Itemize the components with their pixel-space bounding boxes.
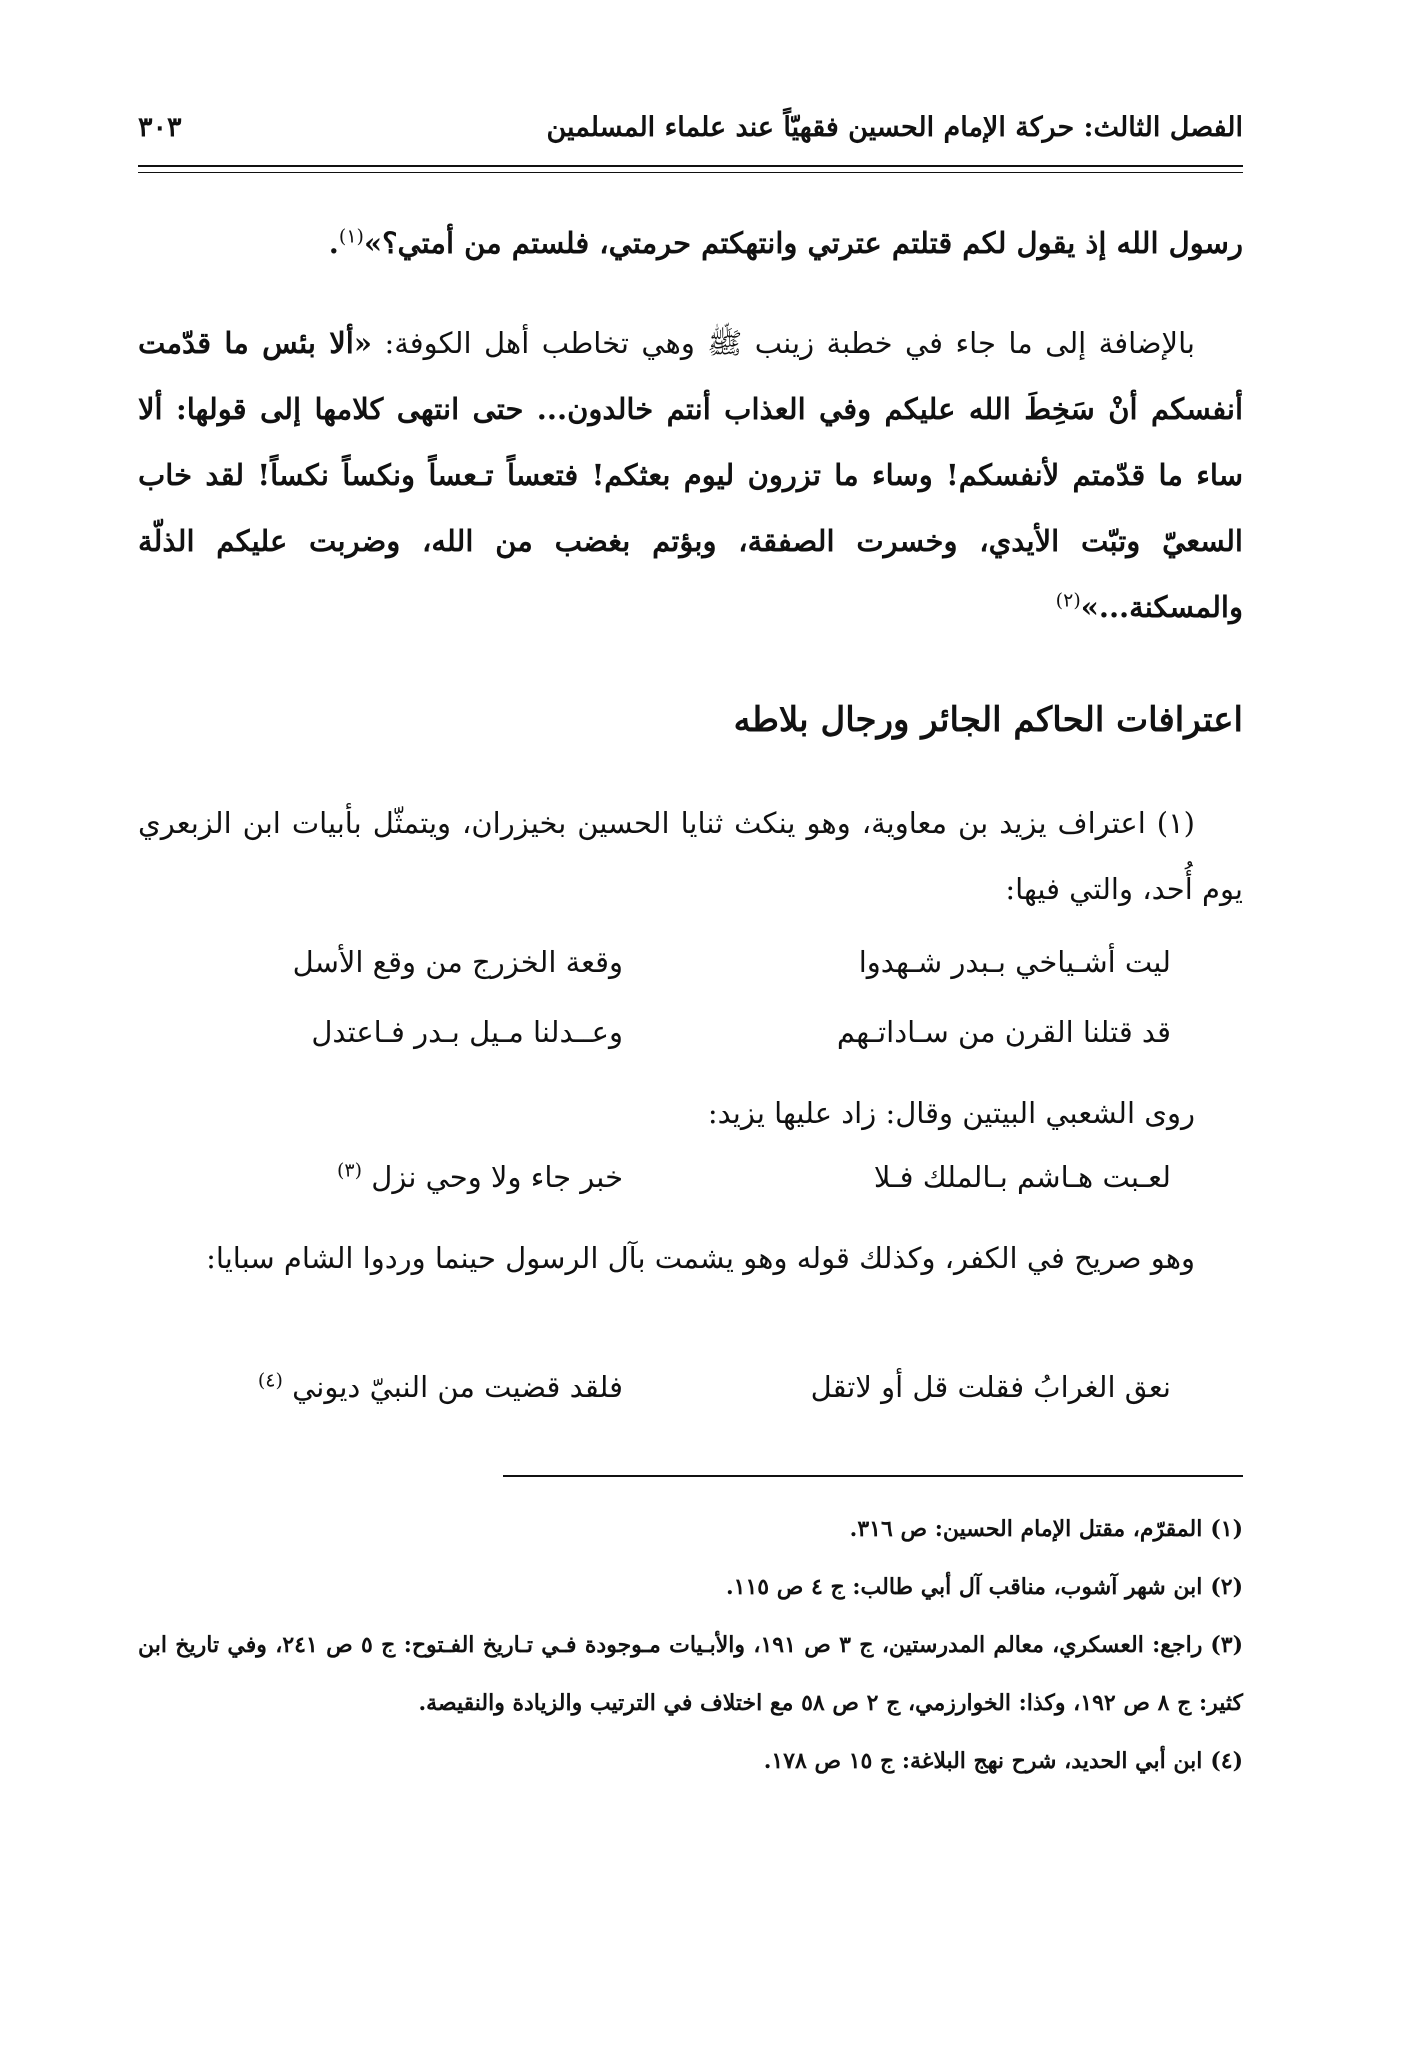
header-rule-thin: [138, 172, 1243, 173]
verse-3-first-hemistich: لعـبت هـاشم بـالملك فـلا: [873, 1160, 1171, 1194]
footnote-1: [138, 1500, 1243, 1558]
verse-2-first-hemistich: قد قتلنا القرن من سـاداتـهم: [836, 1015, 1171, 1049]
verse-1-second-hemistich: وقعة الخزرج من وقع الأسل: [292, 945, 623, 979]
paragraph-2: [138, 310, 1243, 640]
page-number: ٣٠٣: [138, 112, 182, 143]
paragraph-5: وهو صريح في الكفر، وكذلك قوله وهو يشمت بآل الرسول حينما وردوا الشام سبايا:: [206, 1241, 1195, 1275]
footnote-number: (٢): [1210, 1574, 1243, 1600]
footnote-text: ابن أبي الحديد، شرح نهج البلاغة: ج ١٥ ص ١٧٨.: [763, 1748, 1203, 1774]
footnote-ref-1[interactable]: (١): [338, 225, 364, 248]
footnote-number: (٣): [1210, 1632, 1243, 1658]
footnote-number: (٤): [1210, 1748, 1243, 1774]
verse-1-first-hemistich: ليت أشـياخي بـبدر شـهدوا: [858, 945, 1171, 979]
verse-3: [138, 1160, 1243, 1220]
footnote-text: راجع: العسكري، معالم المدرستين، ج ٣ ص ١٩١، والأبـيات مـوجودة فـي تـاريخ الفـتوح: ج ٥ ص ٢٤١، وفي تاريخ ابن كثير: ج ٨ ص ١٩٢، وكذا: الخوارزمي، ج ٢ ص ٥٨ مع اختلاف في الترتيب والزيادة والنقيصة.: [138, 1632, 1243, 1716]
verse-4-second-hemistich: [203, 1370, 623, 1404]
paragraph-2-quote: «ألا بئس ما قدّمت أنفسكم أنْ سَخِطَ الله عليكم وفي العذاب أنتم خالدون... حتى انتهى كلامها إلى قولها: ألا ساء ما قدّمتم لأنفسكم! وساء ما تزرون ليوم بعثكم! فتعساً تـعساً ونكساً نكساً! لقد خاب السعيّ وتبّت الأيدي، وخسرت الصفقة، وبؤتم بغضب من الله، وضربت عليكم الذلّة والمسكنة...»: [138, 326, 1243, 624]
verse-4-second-text: فلقد قضيت من النبيّ ديوني: [292, 1370, 623, 1404]
verse-1: [138, 945, 1243, 1005]
paragraph-4: روى الشعبي البيتين وقال: زاد عليها يزيد:: [707, 1096, 1195, 1130]
footnote-separator: [503, 1475, 1243, 1477]
verse-4-first-hemistich: نعق الغرابُ فقلت قل أو لاتقل: [810, 1370, 1171, 1404]
paragraph-1: رسول الله إذ يقول لكم قتلتم عترتي وانتهكتم حرمتي، فلستم من أمتي؟»$^{(١)}$.: [328, 225, 1243, 260]
footnote-2: [138, 1558, 1243, 1616]
section-heading: اعترافات الحاكم الجائر ورجال بلاطه: [733, 700, 1243, 740]
header-rule-thick: [138, 165, 1243, 167]
verse-3-second-hemistich: [203, 1160, 623, 1194]
footnote-ref-3[interactable]: (٣): [336, 1159, 363, 1182]
paragraph-1-text: رسول الله إذ يقول لكم قتلتم عترتي وانتهكتم حرمتي، فلستم من أمتي؟»: [363, 226, 1243, 260]
running-head: الفصل الثالث: حركة الإمام الحسين فقهيّاً عند علماء المسلمين: [546, 112, 1243, 143]
verse-4: [138, 1370, 1243, 1430]
footnote-4: [138, 1732, 1243, 1790]
page-header: [138, 112, 1243, 160]
verse-2-second-hemistich: وعــدلنا مـيل بـدر فـاعتدل: [311, 1015, 623, 1049]
footnote-text: ابن شهر آشوب، مناقب آل أبي طالب: ج ٤ ص ١١٥.: [726, 1574, 1203, 1600]
footnotes: [138, 1500, 1243, 1790]
verse-3-second-text: خبر جاء ولا وحي نزل: [371, 1160, 623, 1194]
book-page: [138, 0, 1243, 2058]
footnote-text: المقرّم، مقتل الإمام الحسين: ص ٣١٦.: [849, 1516, 1203, 1542]
verse-2: [138, 1015, 1243, 1075]
footnote-3: [138, 1616, 1243, 1732]
paragraph-3: (١) اعتراف يزيد بن معاوية، وهو ينكث ثنايا الحسين بخيزران، ويتمثّل بأبيات ابن الزبعري يوم أُحد، والتي فيها:: [138, 806, 1243, 906]
footnote-ref-4[interactable]: (٤): [257, 1369, 283, 1392]
paragraph-2-intro: بالإضافة إلى ما جاء في خطبة زينب ﷺ وهي تخاطب أهل الكوفة:: [384, 326, 1195, 360]
footnote-number: (١): [1210, 1516, 1243, 1542]
footnote-ref-2[interactable]: (٢): [1055, 589, 1081, 612]
